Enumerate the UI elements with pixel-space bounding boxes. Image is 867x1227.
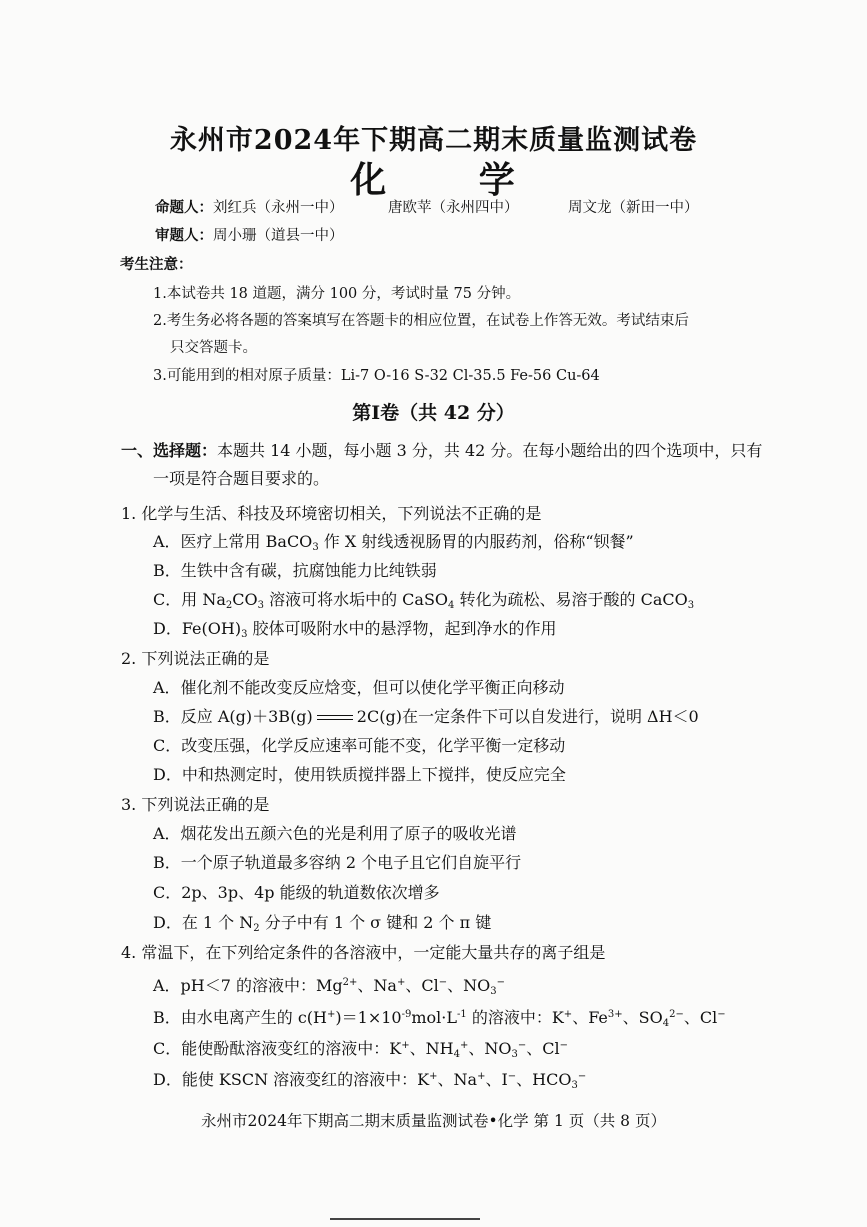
part1-text-a: 本题共 14 小题，每小题 3 分，共 42 分。在每小题给出的四个选项中，只有 — [217, 441, 763, 460]
equilibrium-arrow-icon — [317, 713, 353, 723]
q2-option-b: B．反应 A(g)＋3B(g) 2C(g)在一定条件下可以自发进行，说明 ΔH＜0 — [153, 707, 699, 726]
exam-title: 永州市2024年下期高二期末质量监测试卷 — [169, 125, 698, 156]
q4-option-b: B．由水电离产生的 $c(H^+)=1\times 10^{-9}mol\cdot L^{-1}$ 的溶液中：K+、$Fe^{3+}$、$SO_4^{2-}$、Cl− — [153, 1008, 726, 1029]
q3-stem: 3. 下列说法正确的是 — [121, 795, 270, 814]
reviewer-label: 审题人： — [155, 227, 213, 244]
q1-stem: 1. 化学与生活、科技及环境密切相关，下列说法不正确的是 — [121, 504, 542, 523]
section-title: 第Ⅰ卷（共 42 分） — [352, 402, 515, 424]
q4-stem: 4. 常温下，在下列给定条件的各溶液中，一定能大量共存的离子组是 — [121, 943, 606, 962]
q4-option-a: A．pH＜7 的溶液中：$Mg^{2+}$、Na+、Cl−、$NO_3^-$ — [153, 976, 505, 997]
q1-option-a: A．医疗上常用 BaCO$_3$ 作 X 射线透视肠胃的内服药剂，俗称“钡餐” — [153, 532, 634, 553]
author-1: 刘红兵（永州一中） — [213, 200, 344, 216]
q1-option-c: C．用 $Na_2CO_3$ 溶液可将水垢中的 CaSO$_4$ 转化为疏松、易溶于酸的 CaCO$_3$ — [153, 590, 695, 611]
notice-item-2a: 2.考生务必将各题的答案填写在答题卡的相应位置，在试卷上作答无效。考试结束后 — [153, 313, 689, 329]
author-3: 周文龙（新田一中） — [568, 200, 699, 216]
reviewer-line — [155, 225, 344, 247]
authors-line — [155, 197, 344, 219]
q1-option-b: B．生铁中含有碳，抗腐蚀能力比纯铁弱 — [153, 561, 437, 580]
authors-label: 命题人： — [155, 199, 213, 216]
q2-stem: 2. 下列说法正确的是 — [121, 649, 270, 668]
q3-option-d: D．在 1 个 $N_2$ 分子中有 1 个 σ 键和 2 个 π 键 — [153, 913, 492, 934]
subject-title: 化 学 — [350, 159, 555, 201]
q3-option-c: C．2p、3p、4p 能级的轨道数依次增多 — [153, 883, 440, 902]
notice-item-3: 3.可能用到的相对原子质量：Li-7 O-16 S-32 Cl-35.5 Fe-56 Cu-64 — [153, 368, 600, 384]
part1-heading: 一、选择题： — [121, 441, 218, 460]
q4-option-d: D．能使 KSCN 溶液变红的溶液中：K+、Na+、I−、$HCO_3^-$ — [153, 1070, 587, 1091]
q3-option-b: B．一个原子轨道最多容纳 2 个电子且它们自旋平行 — [153, 853, 522, 872]
page-footer: 永州市2024年下期高二期末质量监测试卷•化学 第 1 页（共 8 页） — [201, 1112, 666, 1130]
part1-text-b: 一项是符合题目要求的。 — [153, 469, 330, 488]
q2-option-a: A．催化剂不能改变反应焓变，但可以使化学平衡正向移动 — [153, 678, 565, 697]
reviewer: 周小珊（道县一中） — [213, 228, 344, 244]
q3-option-a: A．烟花发出五颜六色的光是利用了原子的吸收光谱 — [153, 824, 517, 843]
q2-option-d: D．中和热测定时，使用铁质搅拌器上下搅拌，使反应完全 — [153, 765, 566, 784]
q4-option-c: C．能使酚酞溶液变红的溶液中：K+、$NH_4^+$、$NO_3^-$、Cl− — [153, 1039, 568, 1060]
author-2: 唐欧苹（永州四中） — [388, 200, 519, 216]
scan-edge-line — [330, 1218, 480, 1220]
notice-heading: 考生注意： — [120, 256, 193, 273]
q1-option-d: D．$Fe(OH)_3$ 胶体可吸附水中的悬浮物，起到净水的作用 — [153, 619, 557, 640]
notice-item-1: 1.本试卷共 18 道题，满分 100 分，考试时量 75 分钟。 — [153, 286, 521, 302]
notice-item-2b: 只交答题卡。 — [170, 340, 257, 356]
part1-instructions — [121, 440, 762, 462]
q2-option-c: C．改变压强，化学反应速率可能不变，化学平衡一定移动 — [153, 736, 566, 755]
